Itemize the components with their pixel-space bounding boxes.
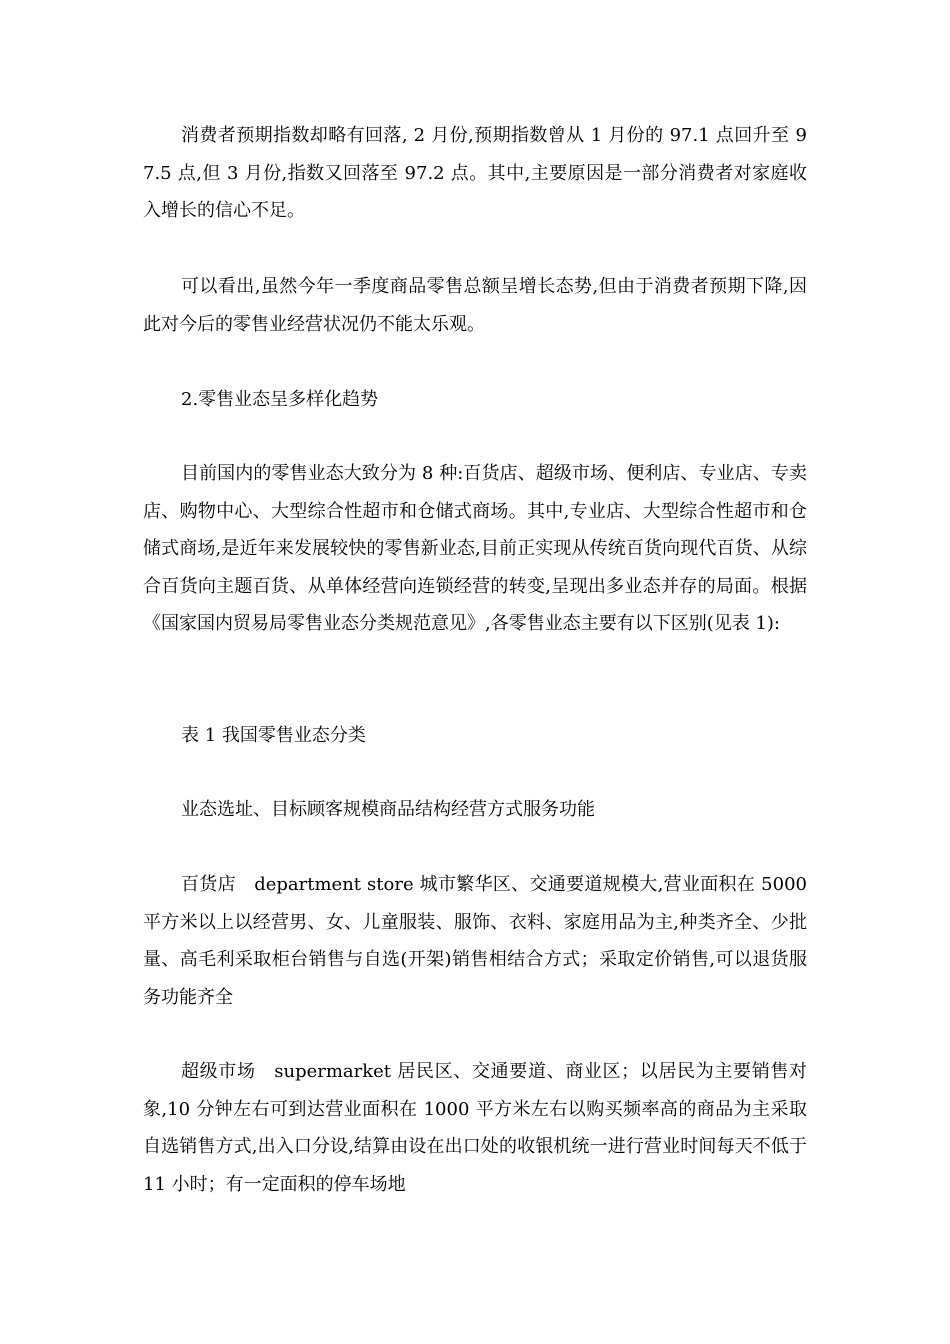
- paragraph-consumer-expectation: 消费者预期指数却略有回落, 2 月份,预期指数曾从 1 月份的 97.1 点回升至 97.5 点,但 3 月份,指数又回落至 97.2 点。其中,主要原因是一部分消费者对家庭收入增长的信心不足。: [143, 125, 807, 221]
- table-caption: 表 1 我国零售业态分类: [181, 725, 366, 746]
- table-header-row: 业态选址、目标顾客规模商品结构经营方式服务功能: [181, 799, 595, 820]
- section-heading-retail-diversification: 2.零售业态呈多样化趋势: [181, 389, 379, 410]
- table-row-department-store: 百货店 department store 城市繁华区、交通要道规模大,营业面积在 5000 平方米以上以经营男、女、儿童服装、服饰、衣料、家庭用品为主,种类齐全、少批量、高毛利采取柜台销售与自选(开架)销售相结合方式；采取定价销售,可以退货服务功能齐全: [143, 874, 807, 1008]
- paragraph-retail-outlook: 可以看出,虽然今年一季度商品零售总额呈增长态势,但由于消费者预期下降,因此对今后的零售业经营状况仍不能太乐观。: [143, 276, 807, 335]
- paragraph-retail-formats: 目前国内的零售业态大致分为 8 种:百货店、超级市场、便利店、专业店、专卖店、购物中心、大型综合性超市和仓储式商场。其中,专业店、大型综合性超市和仓储式商场,是近年来发展较快的零售新业态,目前正实现从传统百货向现代百货、从综合百货向主题百货、从单体经营向连锁经营的转变,呈现出多业态并存的局面。根据《国家国内贸易局零售业态分类规范意见》,各零售业态主要有以下区别(见表 1):: [143, 463, 807, 634]
- table-row-supermarket: 超级市场 supermarket 居民区、交通要道、商业区；以居民为主要销售对象,10 分钟左右可到达营业面积在 1000 平方米左右以购买频率高的商品为主采取自选销售方式,出入口分设,结算由设在出口处的收银机统一进行营业时间每天不低于 11 小时；有一定面积的停车场地: [143, 1061, 807, 1195]
